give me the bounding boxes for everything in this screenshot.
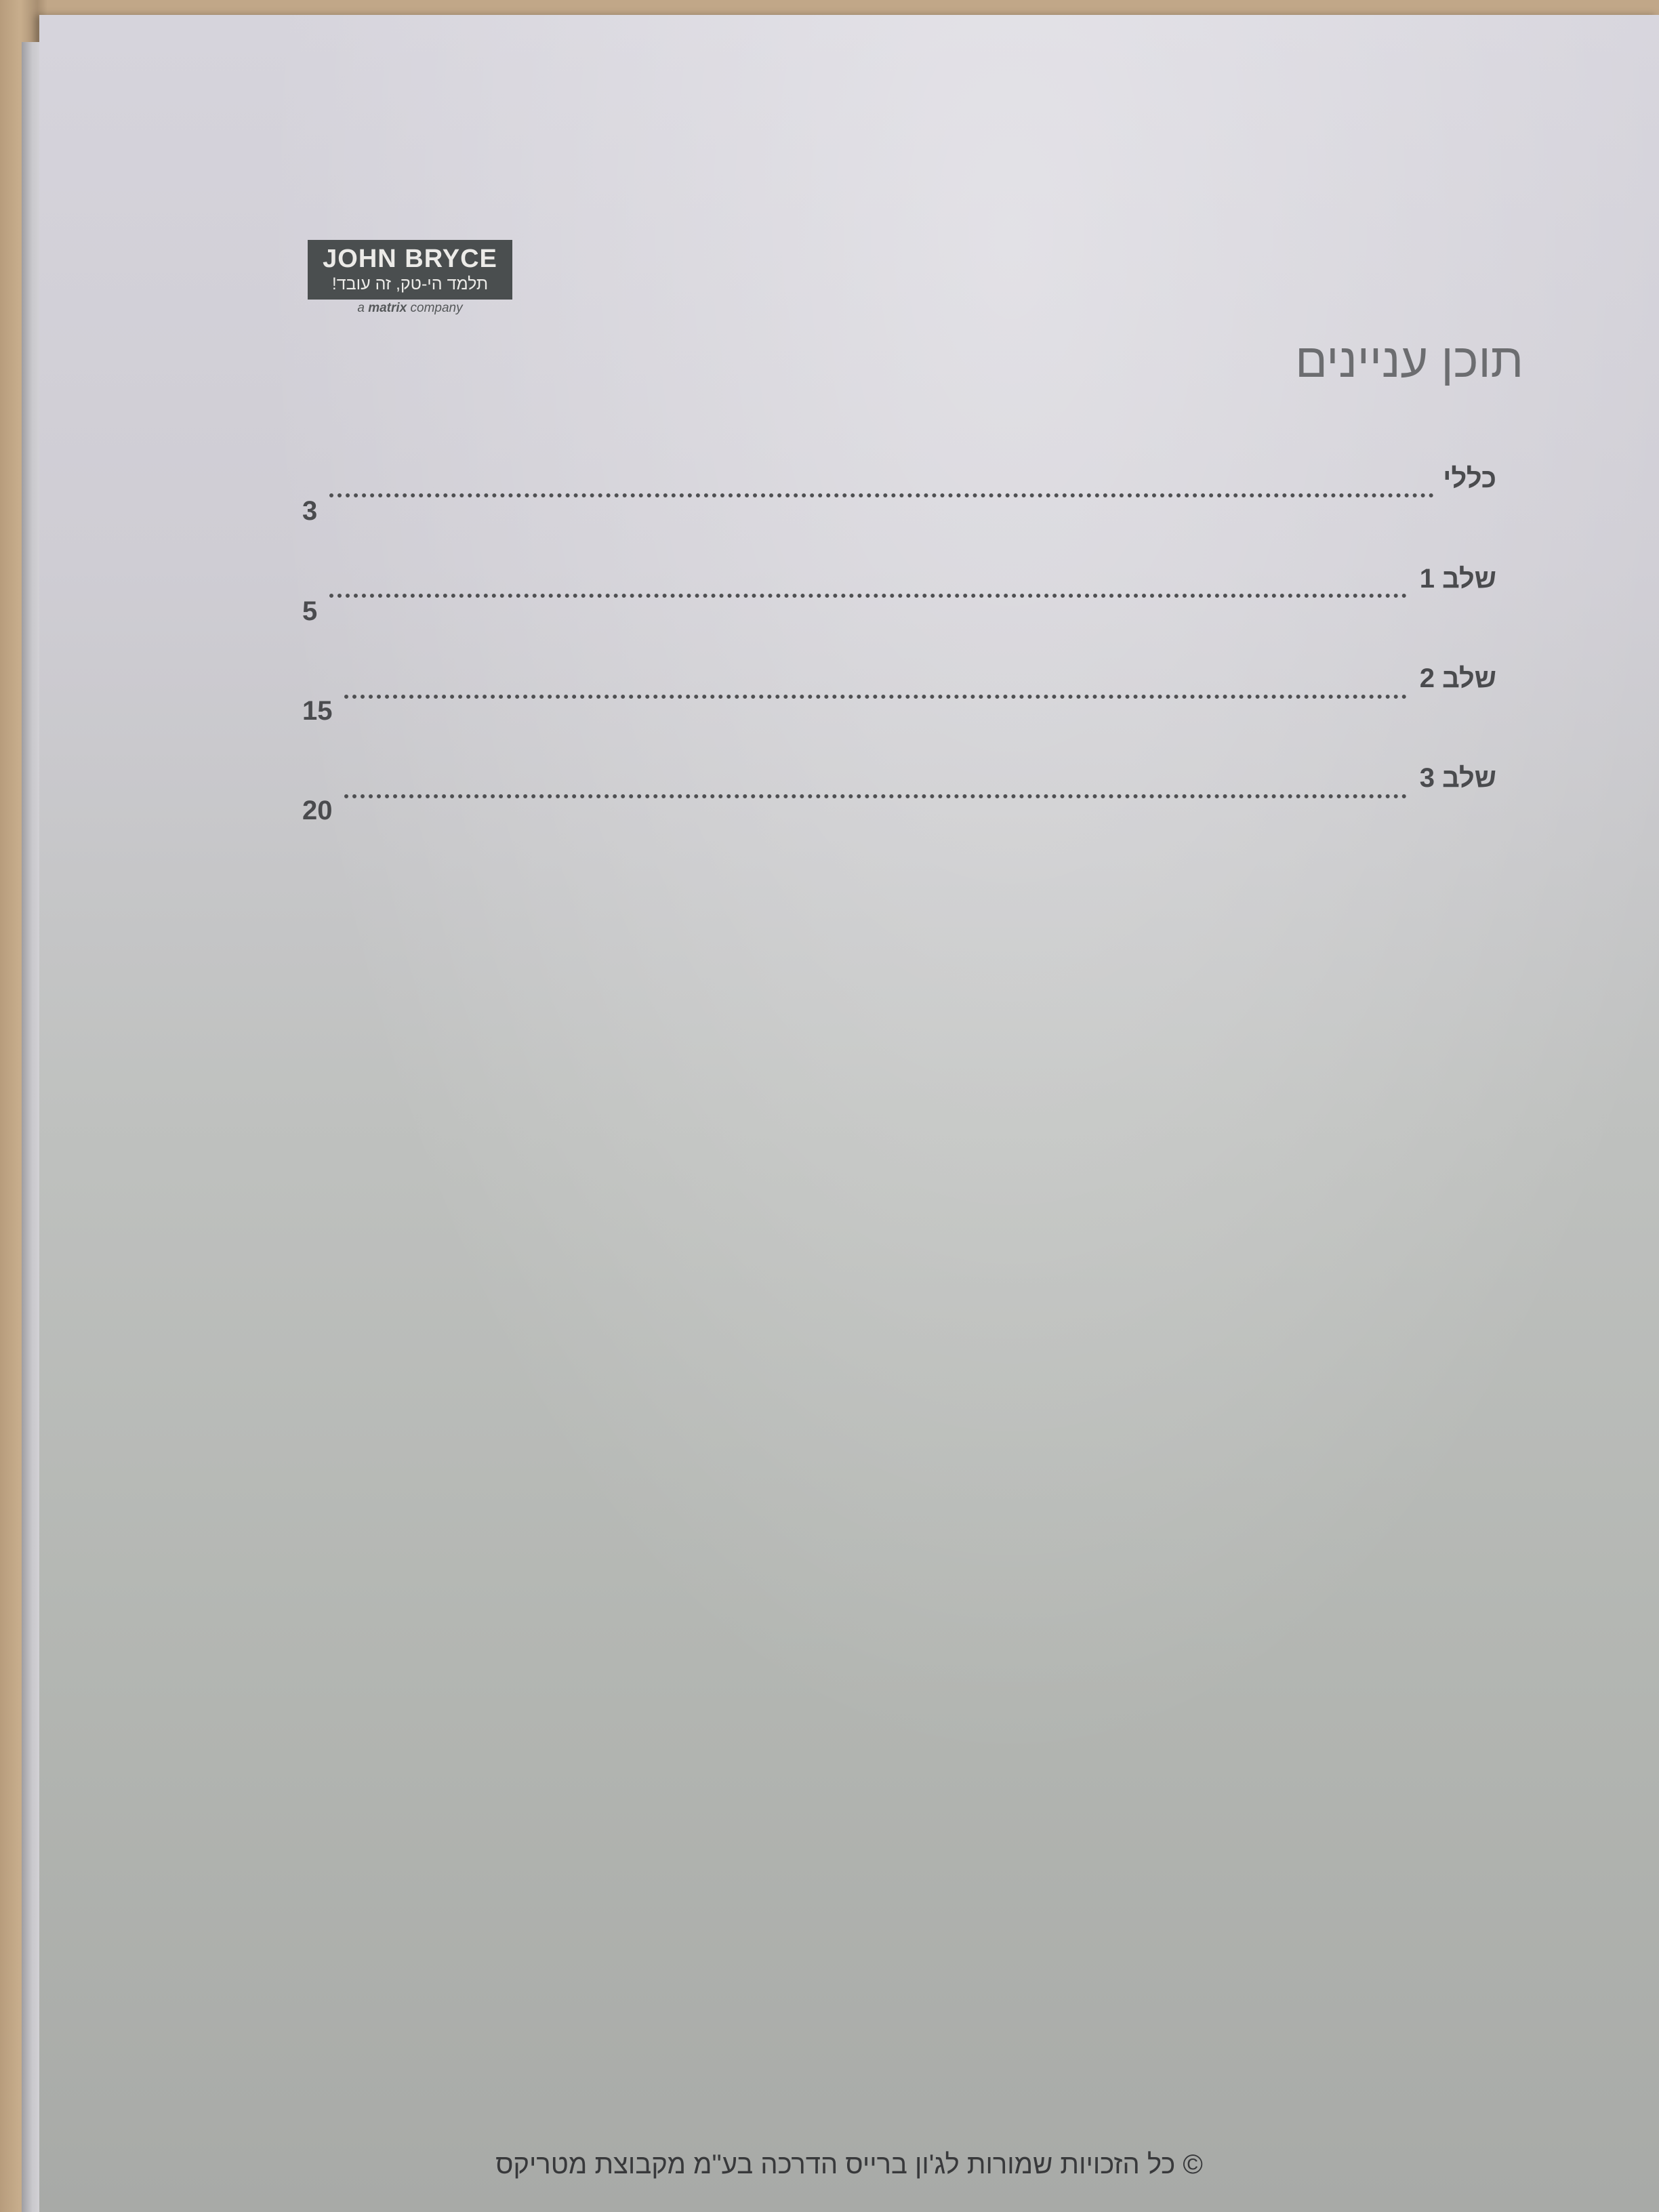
john-bryce-logo (308, 240, 512, 316)
toc-entry-page: 15 (302, 696, 333, 726)
document-page (39, 15, 1659, 2212)
toc-entry (302, 564, 1509, 626)
logo-subtitle (308, 301, 512, 316)
toc-leader-dots (344, 695, 1407, 699)
toc-leader-dots (329, 594, 1407, 598)
toc-entry-label: כללי (1443, 464, 1496, 493)
logo-sub-prefix: a (357, 301, 365, 315)
toc-entry (302, 663, 1509, 726)
toc-entry-page: 5 (302, 596, 318, 626)
toc-leader-dots (344, 794, 1407, 798)
logo-tagline: תלמד הי-טק, זה עובד! (331, 274, 489, 293)
logo-sub-brand: matrix (368, 301, 407, 315)
toc-entry-page: 20 (302, 796, 333, 825)
page-title: תוכן עניינים (1295, 334, 1523, 387)
toc-entry (302, 763, 1509, 825)
logo-name: JOHN BRYCE (323, 245, 497, 273)
toc-leader-dots (329, 493, 1434, 497)
logo-sub-suffix: company (410, 301, 463, 315)
toc-entry-label: שלב 2 (1419, 663, 1496, 693)
copyright-footer: © כל הזכויות שמורות לג'ון ברייס הדרכה בע"מ מקבוצת מטריקס (495, 2150, 1203, 2179)
toc-entry-label: שלב 1 (1419, 564, 1496, 594)
logo-box (308, 240, 512, 300)
toc-entry-label: שלב 3 (1419, 763, 1496, 793)
toc-entry (302, 464, 1509, 526)
toc-entry-page: 3 (302, 496, 318, 526)
